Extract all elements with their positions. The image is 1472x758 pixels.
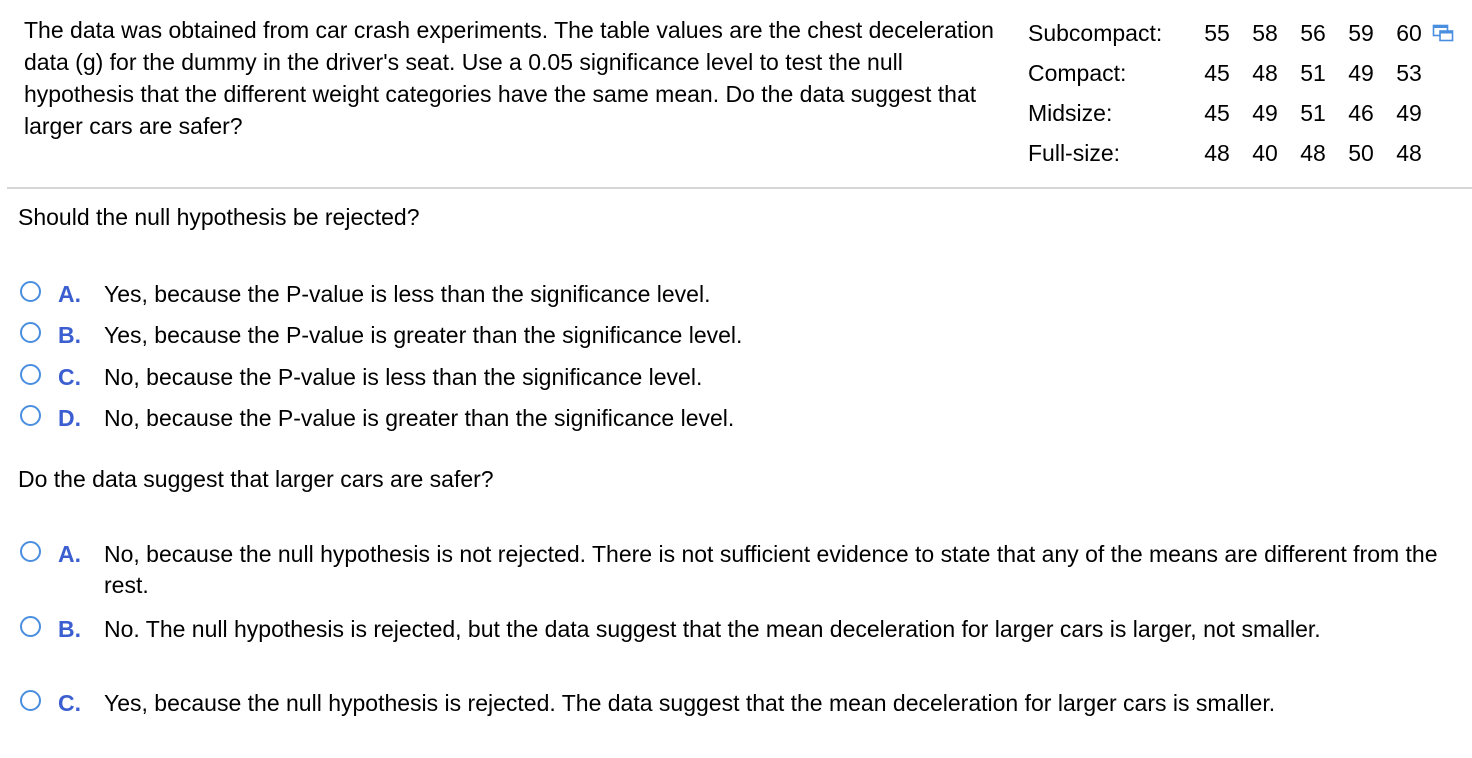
radio-button[interactable] [20,322,41,343]
row-category-label: Midsize: [1028,99,1113,126]
table-cell: 45 [1204,59,1230,86]
option-text: No, because the P-value is less than the significance level. [104,364,703,390]
table-cell: 55 [1204,19,1230,46]
table-cell: 48 [1300,139,1326,166]
radio-button[interactable] [20,281,41,302]
q1-option-c[interactable] [20,362,1460,394]
option-text: Yes, because the null hypothesis is rejected. The data suggest that the mean deceleration for larger cars is smaller. [104,690,1276,716]
table-cell: 46 [1348,99,1374,126]
option-letter: A. [58,281,81,307]
radio-button[interactable] [20,405,41,426]
option-letter: C. [58,690,81,716]
table-cell: 40 [1252,139,1278,166]
table-cell: 48 [1396,139,1422,166]
table-row [1028,53,1433,93]
q2-option-b[interactable] [20,614,1460,678]
table-cell: 49 [1348,59,1374,86]
question-2-prompt: Do the data suggest that larger cars are safer? [18,466,494,492]
option-letter: D. [58,405,81,431]
table-cell: 58 [1252,19,1278,46]
table-cell: 56 [1300,19,1326,46]
table-cell: 51 [1300,59,1326,86]
option-text: No. The null hypothesis is rejected, but the data suggest that the mean deceleration for larger cars is larger, not smaller. [104,616,1321,642]
option-letter: B. [58,322,81,348]
row-category-label: Compact: [1028,59,1127,86]
radio-button[interactable] [20,690,41,711]
q1-option-a[interactable] [20,279,1460,311]
table-cell: 50 [1348,139,1374,166]
section-divider [7,187,1472,189]
option-text: No, because the null hypothesis is not rejected. There is not sufficient evidence to state that any of the means are different from the rest. [104,541,1438,598]
table-cell: 49 [1396,99,1422,126]
option-letter: C. [58,364,81,390]
radio-button[interactable] [20,616,41,637]
table-cell: 59 [1348,19,1374,46]
option-text: Yes, because the P-value is greater than the significance level. [104,322,743,348]
data-table [1028,13,1433,173]
table-row [1028,133,1433,173]
table-cell: 60 [1396,19,1422,46]
table-cell: 48 [1252,59,1278,86]
radio-button[interactable] [20,541,41,562]
q2-option-a[interactable] [20,539,1460,603]
q1-option-b[interactable] [20,320,1460,352]
table-cell: 45 [1204,99,1230,126]
problem-statement: The data was obtained from car crash experiments. The table values are the chest deceleration data (g) for the dummy in the driver's seat. Use a 0.05 significance level to test the null hypothesis that the different weight categories have the same mean. Do the data suggest that larger cars are safer? [24,17,994,139]
table-row [1028,13,1433,53]
option-text: Yes, because the P-value is less than the significance level. [104,281,711,307]
table-cell: 49 [1252,99,1278,126]
question-1-prompt: Should the null hypothesis be rejected? [18,204,420,230]
option-letter: A. [58,541,81,567]
popout-window-icon[interactable] [1432,24,1454,42]
q1-option-d[interactable] [20,403,1460,435]
option-letter: B. [58,616,81,642]
table-cell: 51 [1300,99,1326,126]
table-row [1028,93,1433,133]
row-category-label: Subcompact: [1028,19,1163,46]
table-cell: 48 [1204,139,1230,166]
row-category-label: Full-size: [1028,139,1121,166]
q2-option-c[interactable] [20,688,1460,720]
table-cell: 53 [1396,59,1422,86]
option-text: No, because the P-value is greater than the significance level. [104,405,735,431]
radio-button[interactable] [20,364,41,385]
